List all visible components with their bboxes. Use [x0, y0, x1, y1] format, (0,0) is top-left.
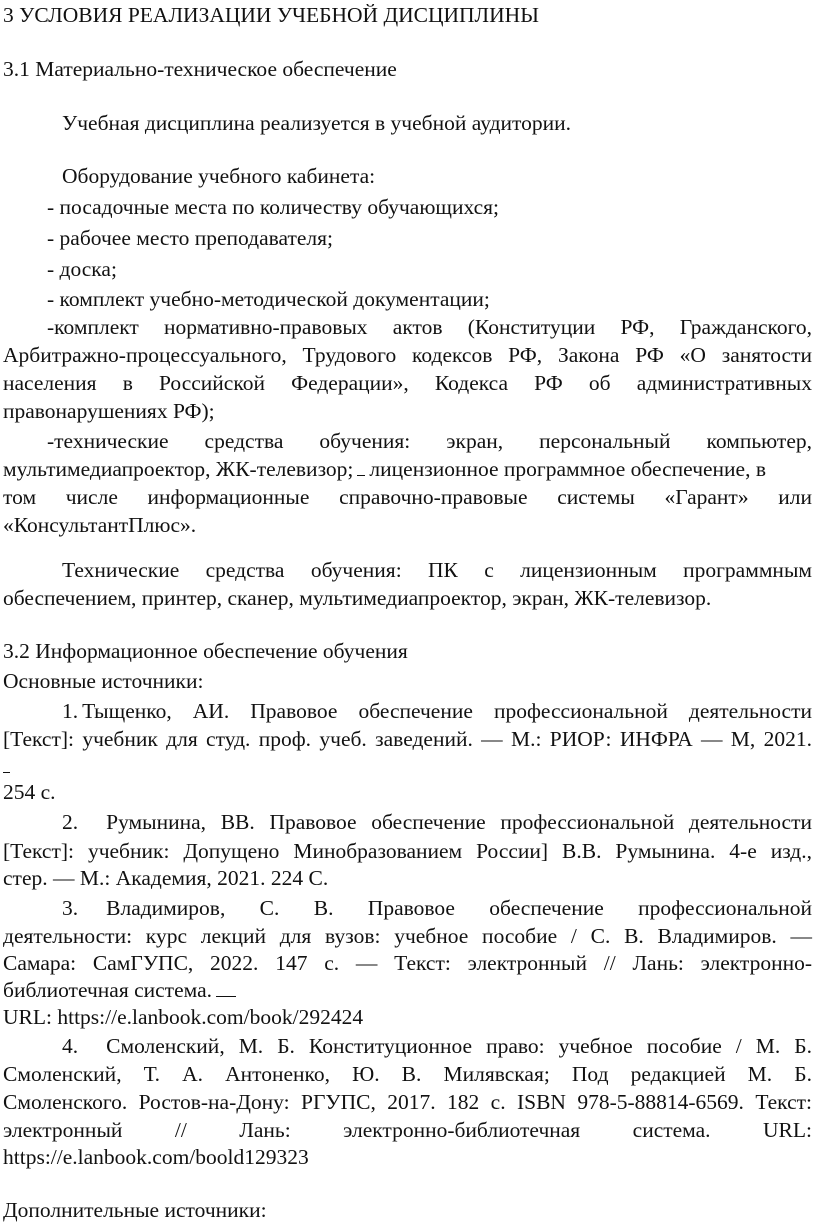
tech-means-line: [3, 455, 812, 484]
tech-means-line: том числе информационные справочно-правовые системы «Гарант» или: [3, 485, 812, 509]
additional-sources-heading: Дополнительные источники:: [3, 1198, 267, 1222]
intro-paragraph: Учебная дисциплина реализуется в учебной аудитории.: [62, 111, 572, 135]
main-sources-heading: Основные источники:: [3, 669, 204, 693]
tech-means-line: «КонсультантПлюс».: [3, 513, 197, 537]
source-number: 2.: [62, 810, 79, 834]
source-4-url: https://e.lanbook.com/boold129323: [3, 1145, 309, 1169]
source-2-line: [Текст]: учебник: Допущено Минобразованием России] В.В. Румынина. 4-е изд.,: [3, 839, 812, 863]
source-4-line: Смоленский, Т. А. Антоненко, Ю. В. Милявская; Под редакцией М. Б.: [3, 1062, 812, 1086]
source-3-url: URL: https://e.lanbook.com/book/292424: [3, 1005, 364, 1029]
source-number: 1.: [62, 699, 79, 723]
source-text: библиотечная система.: [3, 978, 212, 1002]
underline-mark: [216, 996, 236, 997]
source-4-line: электронный // Лань: электронно-библиотечная система. URL:: [3, 1118, 812, 1142]
source-2-line: стер. — М.: Академия, 2021. 224 С.: [3, 866, 329, 890]
acts-line: правонарушениях РФ);: [3, 399, 215, 423]
source-number: 3.: [62, 896, 79, 920]
tech-means-line: -технические средства обучения: экран, персональный компьютер,: [47, 429, 812, 453]
equipment-item: - комплект учебно-методической документации;: [47, 287, 490, 311]
acts-line: Арбитражно-процессуального, Трудового кодексов РФ, Закона РФ «О занятости: [3, 343, 812, 367]
acts-line: -комплект нормативно-правовых актов (Конституции РФ, Гражданского,: [47, 315, 812, 339]
section-title: 3 УСЛОВИЯ РЕАЛИЗАЦИИ УЧЕБНОЙ ДИСЦИПЛИНЫ: [3, 3, 539, 27]
tech-equipment-line: обеспечением, принтер, сканер, мультимедиапроектор, экран, ЖК-телевизор.: [3, 586, 712, 610]
source-text: Владимиров, С. В. Правовое обеспечение профессиональной: [106, 896, 812, 920]
subsection-3-2-heading: 3.2 Информационное обеспечение обучения: [3, 639, 408, 663]
acts-line: населения в Российской Федерации», Кодекса РФ об административных: [3, 371, 812, 395]
source-3-line: Самара: СамГУПС, 2022. 147 с. — Текст: электронный // Лань: электронно-: [3, 951, 812, 975]
source-3-line: [3, 976, 812, 1005]
source-1-gap: [3, 752, 812, 781]
source-number: 4.: [62, 1034, 79, 1058]
source-3-first-line: [62, 894, 812, 923]
source-2-first-line: [62, 808, 812, 837]
underline-mark: [3, 772, 10, 773]
source-text: Румынина, ВВ. Правовое обеспечение профессиональной деятельности: [106, 810, 812, 834]
underline-mark: [357, 475, 365, 476]
equipment-item: - рабочее место преподавателя;: [47, 226, 333, 250]
source-1-line: [Текст]: учебник для студ. проф. учеб. заведений. — М.: РИОР: ИНФРА — М, 2021.: [3, 727, 812, 751]
source-1-first-line: [62, 697, 812, 726]
source-4-first-line: [62, 1032, 812, 1061]
tech-means-part: мультимедиапроектор, ЖК-телевизор;: [3, 457, 354, 481]
equipment-item: - доска;: [47, 257, 117, 281]
subsection-3-1-heading: 3.1 Материально-техническое обеспечение: [3, 57, 397, 81]
tech-means-part: лицензионное программное обеспечение, в: [369, 457, 767, 481]
source-text: Смоленский, М. Б. Конституционное право: учебное пособие / М. Б.: [106, 1034, 812, 1058]
source-3-line: деятельности: курс лекций для вузов: учебное пособие / С. В. Владимиров. —: [3, 924, 812, 948]
source-1-tail: 254 с.: [3, 780, 56, 804]
tech-equipment-line: Технические средства обучения: ПК с лицензионным программным: [62, 558, 812, 582]
source-text: Тыщенко, АИ. Правовое обеспечение профессиональной деятельности: [82, 699, 812, 723]
source-4-line: Смоленского. Ростов-на-Дону: РГУПС, 2017. 182 с. ISBN 978-5-88814-6569. Текст:: [3, 1090, 812, 1114]
equipment-item: - посадочные места по количеству обучающихся;: [47, 195, 499, 219]
equipment-heading: Оборудование учебного кабинета:: [62, 164, 376, 188]
